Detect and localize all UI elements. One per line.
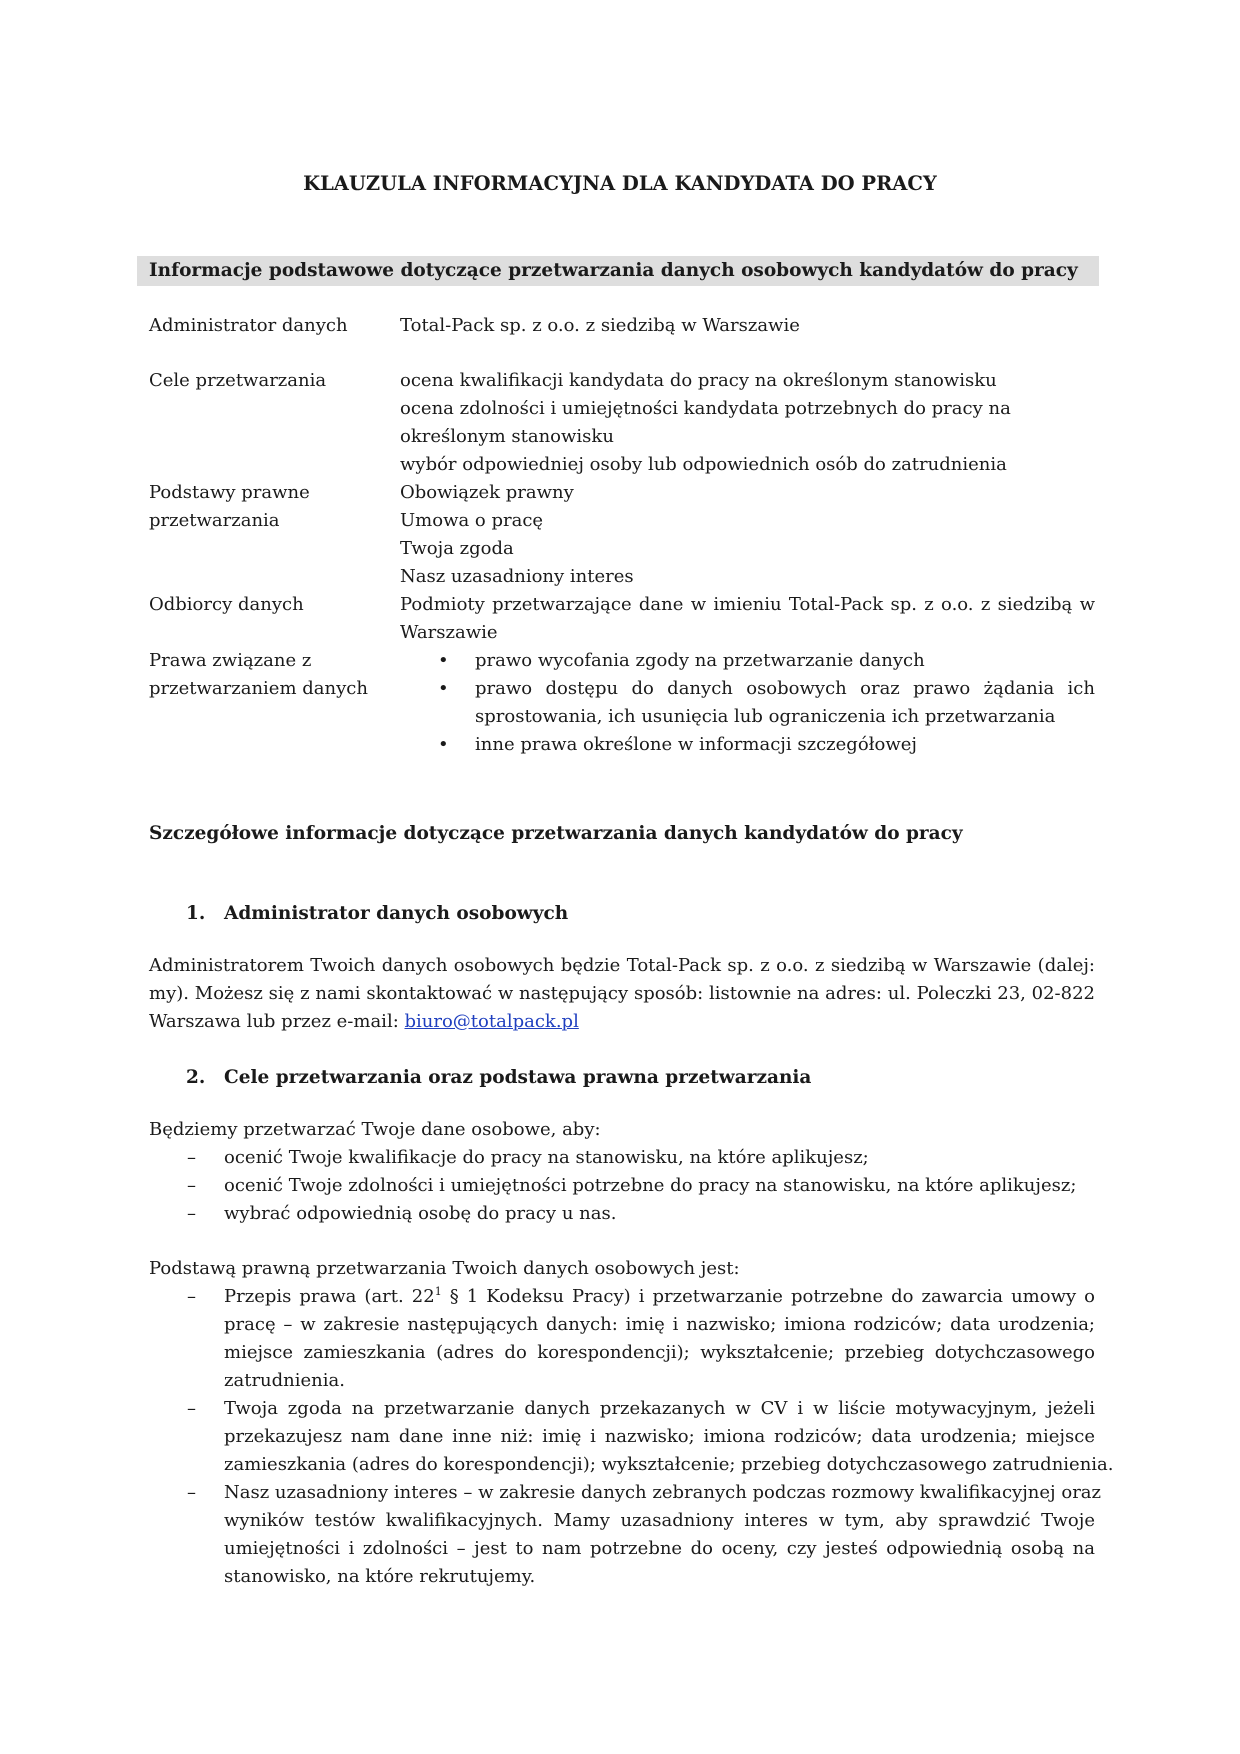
list-item-text: Nasz uzasadniony interes – w zakresie danych zebranych podczas rozmowy kwalifikacyjnej oraz [224,1482,1102,1503]
text-part: § 1 Kodeksu Pracy) i przetwarzanie potrzebne do zawarcia umowy o [441,1286,1096,1307]
list-item-text: prawo wycofania zgody na przetwarzanie danych [475,650,925,671]
superscript: 1 [434,1285,442,1298]
summary-row-legal [149,479,1095,591]
row-value [400,479,1095,591]
list-item-text: miejsce zamieszkania (adres do korespondencji); wykształcenie; przebieg dotychczasowego [224,1342,1095,1363]
row-value-line: wybór odpowiedniej osoby lub odpowiednich osób do zatrudnienia [400,454,1007,475]
dash-icon: – [187,1482,196,1503]
list-item-text: zamieszkania (adres do korespondencji); wykształcenie; przebieg dotychczasowego zatrudnienia. [224,1454,1114,1475]
row-value-line: Warszawie [400,622,498,643]
row-label [149,479,400,535]
row-label-line: Podstawy prawne [149,482,310,503]
list-item-text: zatrudnienia. [224,1370,345,1391]
row-value-line: określonym stanowisku [400,426,614,447]
list-item-text: ocenić Twoje kwalifikacje do pracy na stanowisku, na które aplikujesz; [224,1147,869,1168]
summary-row-rights [149,647,1095,759]
row-label: Odbiorcy danych [149,594,304,615]
list-item-text: inne prawa określone w informacji szczegółowej [475,734,917,755]
list-item-text: sprostowania, ich usunięcia lub ograniczenia ich przetwarzania [475,706,1056,727]
section-2-heading [186,1064,811,1092]
section-2-intro [149,1116,1095,1144]
email-link[interactable]: biuro@totalpack.pl [404,1011,579,1032]
row-value-line: Obowiązek prawny [400,482,574,503]
dash-icon: – [187,1175,196,1196]
legal-basis-list [149,1283,1114,1591]
row-value-line: ocena kwalifikacji kandydata do pracy na określonym stanowisku [400,370,997,391]
summary-row-recipients [149,591,1095,647]
row-value-text: Total-Pack sp. z o.o. z siedzibą w Warszawie [400,315,800,336]
list-item [149,1144,1095,1172]
row-value-line: ocena zdolności i umiejętności kandydata potrzebnych do pracy na [400,398,1011,419]
page-title: KLAUZULA INFORMACYJNA DLA KANDYDATA DO PRACY [303,172,937,195]
dash-icon: – [187,1398,196,1419]
list-item-text: wybrać odpowiednią osobę do pracy u nas. [224,1203,617,1224]
bullet-icon: • [438,650,449,671]
text-part: Przepis prawa (art. 22 [224,1286,435,1307]
row-label-line: Prawa związane z [149,650,312,671]
row-label [149,647,400,703]
list-item [149,1479,1102,1591]
list-item [400,647,1095,675]
list-item [149,1283,1095,1395]
paragraph-line: Będziemy przetwarzać Twoje dane osobowe, aby: [149,1119,601,1140]
section-2-basis-intro [149,1255,1095,1283]
list-item [149,1395,1114,1479]
summary-row-admin [149,312,1095,340]
paragraph-line [149,1008,1095,1036]
list-item [400,675,1095,731]
summary-table [149,312,1095,759]
row-value-line: Nasz uzasadniony interes [400,566,634,587]
details-heading: Szczegółowe informacje dotyczące przetwarzania danych kandydatów do pracy [149,823,963,844]
list-item-text: wyników testów kwalifikacyjnych. Mamy uzasadniony interes w tym, aby sprawdzić Twoje [224,1510,1095,1531]
list-item [400,731,1095,759]
list-item-text: prawo dostępu do danych osobowych oraz prawo żądania ich [475,678,1095,699]
row-label: Administrator danych [149,315,348,336]
dash-icon: – [187,1203,196,1224]
row-value [400,591,1095,647]
paragraph-text: Warszawa lub przez e-mail: [149,1011,405,1032]
section-title: Administrator danych osobowych [224,903,569,924]
list-item [149,1172,1095,1200]
section-number: 2. [186,1067,206,1088]
list-item-text: pracę – w zakresie następujących danych: imię i nazwisko; imiona rodziców; data urodzenia; [224,1314,1095,1335]
section-1-paragraph [149,952,1095,1036]
section-number: 1. [186,903,206,924]
list-item-text [224,1283,1095,1311]
bullet-icon: • [438,678,449,699]
list-item-text: ocenić Twoje zdolności i umiejętności potrzebne do pracy na stanowisku, na które aplikujesz; [224,1175,1077,1196]
summary-header: Informacje podstawowe dotyczące przetwarzania danych osobowych kandydatów do pracy [137,256,1099,286]
row-label-line: przetwarzania [149,510,280,531]
row-value-line: Twoja zgoda [400,538,514,559]
row-label-line: przetwarzaniem danych [149,678,368,699]
paragraph-line: Administratorem Twoich danych osobowych będzie Total-Pack sp. z o.o. z siedzibą w Warszawie (dalej: [149,955,1095,976]
dash-icon: – [187,1286,196,1307]
rights-list [400,647,1095,759]
section-title: Cele przetwarzania oraz podstawa prawna przetwarzania [224,1067,812,1088]
section-1-heading [186,900,568,928]
summary-row-purposes [149,367,1095,479]
list-item-text: stanowisko, na które rekrutujemy. [224,1566,536,1587]
row-value-line: Podmioty przetwarzające dane w imieniu Total-Pack sp. z o.o. z siedzibą w [400,594,1095,615]
row-label: Cele przetwarzania [149,370,327,391]
list-item [149,1200,1095,1228]
dash-icon: – [187,1147,196,1168]
paragraph-line: my). Możesz się z nami skontaktować w następujący sposób: listownie na adres: ul. Poleczki 23, 02-822 [149,983,1095,1004]
row-value-line: Umowa o pracę [400,510,544,531]
bullet-icon: • [438,734,449,755]
row-value [400,367,1095,479]
list-item-text: umiejętności i zdolności – jest to nam potrzebne do oceny, czy jesteś odpowiednią osobą na [224,1538,1095,1559]
list-item-text: przekazujesz nam dane inne niż: imię i nazwisko; imiona rodziców; data urodzenia; miejsce [224,1426,1095,1447]
purposes-list [149,1144,1095,1228]
list-item-text: Twoja zgoda na przetwarzanie danych przekazanych w CV i w liście motywacyjnym, jeżeli [224,1398,1095,1419]
paragraph-line: Podstawą prawną przetwarzania Twoich danych osobowych jest: [149,1258,740,1279]
row-value [400,312,1095,340]
row-value [400,647,1095,759]
